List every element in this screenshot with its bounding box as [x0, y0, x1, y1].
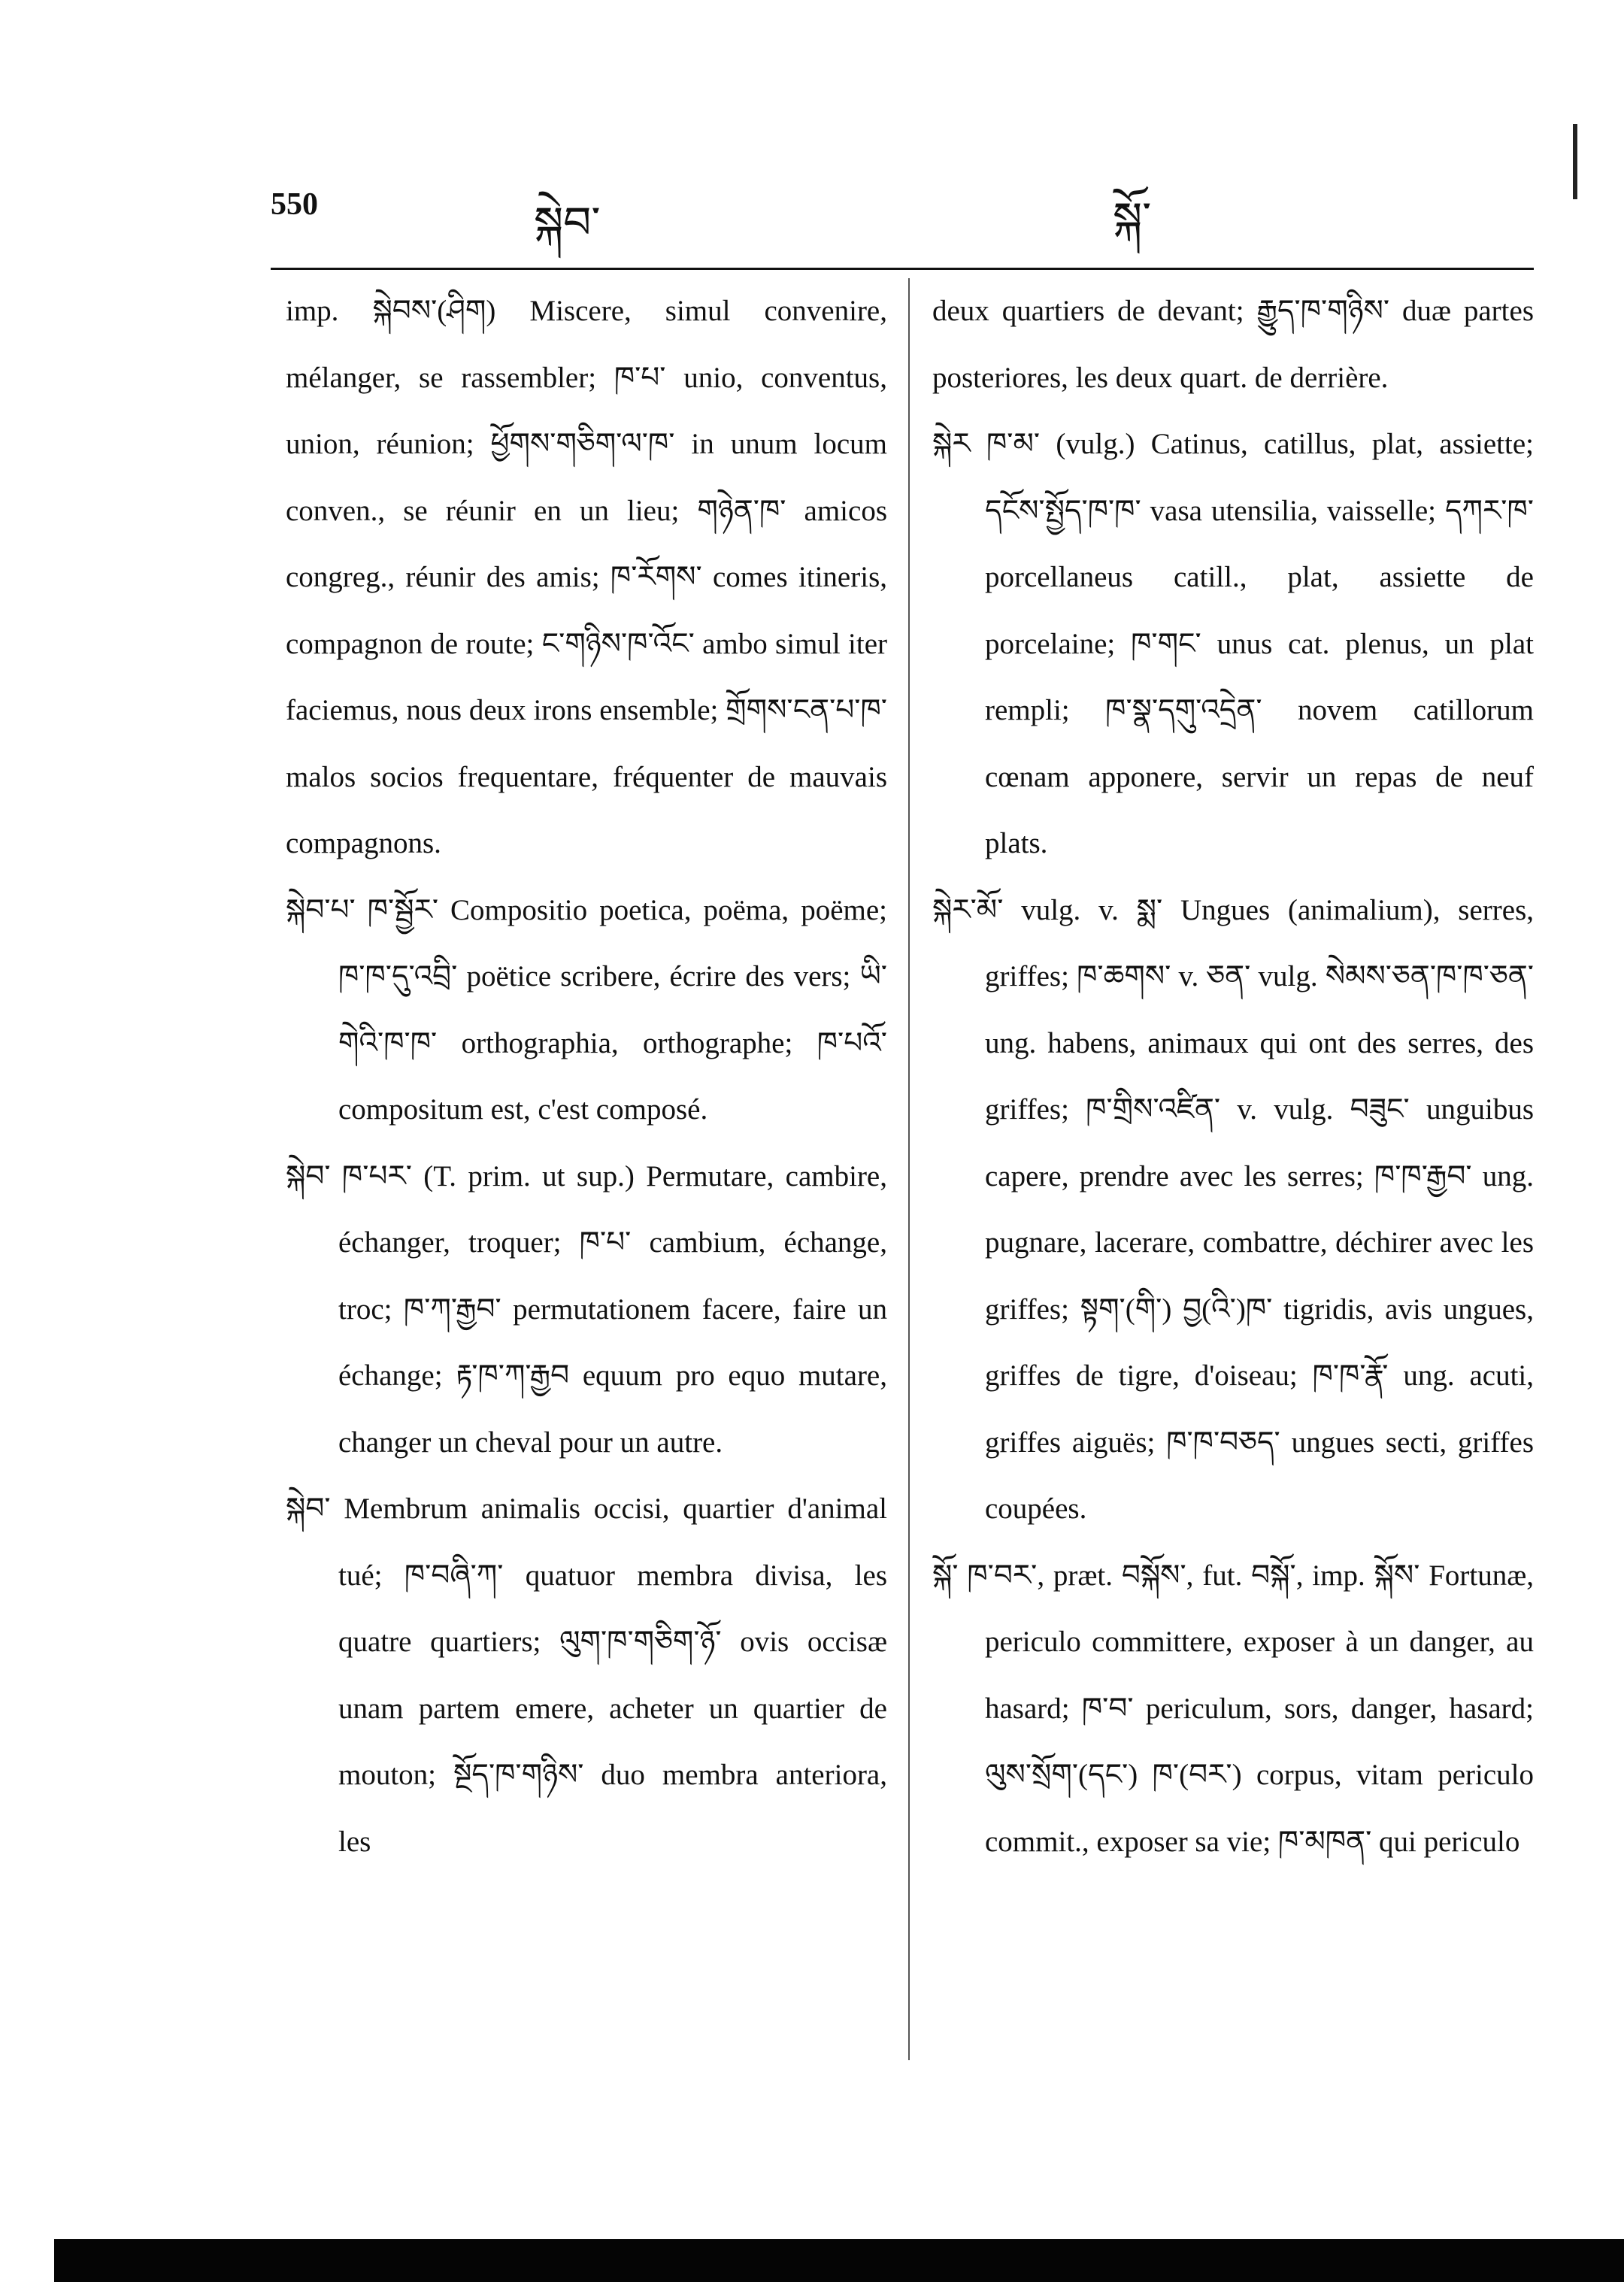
- entry-skeb-membrum: སྐེབ་ Membrum animalis occisi, quartier d'animal tué; ཁ་བཞི་ཀ་ quatuor membra divisa, les quatre quartiers; ལུག་ཁ་གཅིག་ཉོ་ ovis occisæ unam partem emere, acheter un quartier de mouton; སྔོད་ཁ་གཉིས་ duo membra anteriora, les: [286, 1493, 887, 1858]
- header-rule: [271, 268, 1534, 270]
- page-number: 550: [271, 187, 318, 222]
- entry-skeb-continuation: imp. སྐེབས་(ཤིག) Miscere, simul convenire, mélanger, se rassembler; ཁ་པ་ unio, conventus, union, réunion; ཕྱོགས་གཅིག་ལ་ཁ་ in unum locum conven., se réunir en un lieu; གཉེན་ཁ་ amicos congreg., réunir des amis; ཁ་རོགས་ comes itineris, compagnon de route; ང་གཉིས་ཁ་འོང་ ambo simul iter faciemus, nous deux irons ensemble; གྲོགས་ངན་པ་ཁ་ malos socios frequentare, fréquenter de mauvais compagnons.: [286, 295, 887, 859]
- entry-skeb-pa: སྐེབ་པ་ ཁ་སྦྱོར་ Compositio poetica, poëma, poëme; ཁ་ཁ་དུ་འབྲི་ poëtice scribere, écrire des vers; ཡི་གེའི་ཁ་ཁ་ orthographia, orthographe; ཁ་པའོ་ compositum est, c'est composé.: [286, 893, 887, 1126]
- guide-word-right: སྐོ་: [1113, 192, 1152, 244]
- entry-sker-catinus: སྐེར ཁ་མ་ (vulg.) Catinus, catillus, plat, assiette; དངོས་སྤྱོད་ཁ་ཁ་ vasa utensilia, vaisselle; དཀར་ཁ་ porcellaneus catill., plat, assiette de porcelaine; ཁ་གང་ unus cat. plenus, un plat rempli; ཁ་སྣ་དགུ་འདྲེན་ novem catillorum cœnam apponere, servir un repas de neuf plats.: [932, 428, 1534, 859]
- left-column: [286, 278, 887, 1875]
- bottom-scan-bar: [54, 2239, 1624, 2282]
- guide-word-left: སྐེབ་: [534, 197, 601, 248]
- column-divider: [908, 278, 910, 2060]
- margin-edge-mark: [1573, 124, 1577, 199]
- entry-skeb-permutare: སྐེབ་ ཁ་པར་ (T. prim. ut sup.) Permutare, cambire, échanger, troquer; ཁ་པ་ cambium, échange, troc; ཁ་ཀ་རྒྱབ་ permutationem facere, faire un échange; རྟ་ཁ་ཀ་རྒྱབ equum pro equo mutare, changer un cheval pour un autre.: [286, 1159, 887, 1459]
- right-column: [932, 278, 1534, 1875]
- entry-sker-mo-ungues: སྐེར་མོ་ vulg. v. སྨ་ Ungues (animalium), serres, griffes; ཁ་ཆགས་ v. ཅན་ vulg. སེམས་ཅན་ཁ་ཁ་ཅན་ ung. habens, animaux qui ont des serres, des griffes; ཁ་གྲིས་འཛིན་ v. vulg. བཟུང་ unguibus capere, prendre avec les serres; ཁ་ཁ་རྒྱབ་ ung. pugnare, lacerare, combattre, déchirer avec les griffes; སྟག་(གི་) བྱ(འི་)ཁ་ tigridis, avis ungues, griffes de tigre, d'oiseau; ཁ་ཁ་རྣོ་ ung. acuti, griffes aiguës; ཁ་ཁ་བཅད་ ungues secti, griffes coupées.: [932, 893, 1534, 1525]
- entry-sko-fortunae: སྐོ་ ཁ་བར་, præt. བསྐོས་, fut. བསྐོ་, imp. སྐོས་ Fortunæ, periculo committere, exposer à un danger, au hasard; ཁ་བ་ periculum, sors, danger, hasard; ལུས་སྲོག་(དང་) ཁ་(བར་) corpus, vitam periculo commit., exposer sa vie; ཁ་མཁན་ qui periculo: [932, 1559, 1534, 1858]
- entry-skeb-membrum-continuation: deux quartiers de devant; རྒྱུད་ཁ་གཉིས་ duæ partes posteriores, les deux quart. de derrière.: [932, 295, 1534, 394]
